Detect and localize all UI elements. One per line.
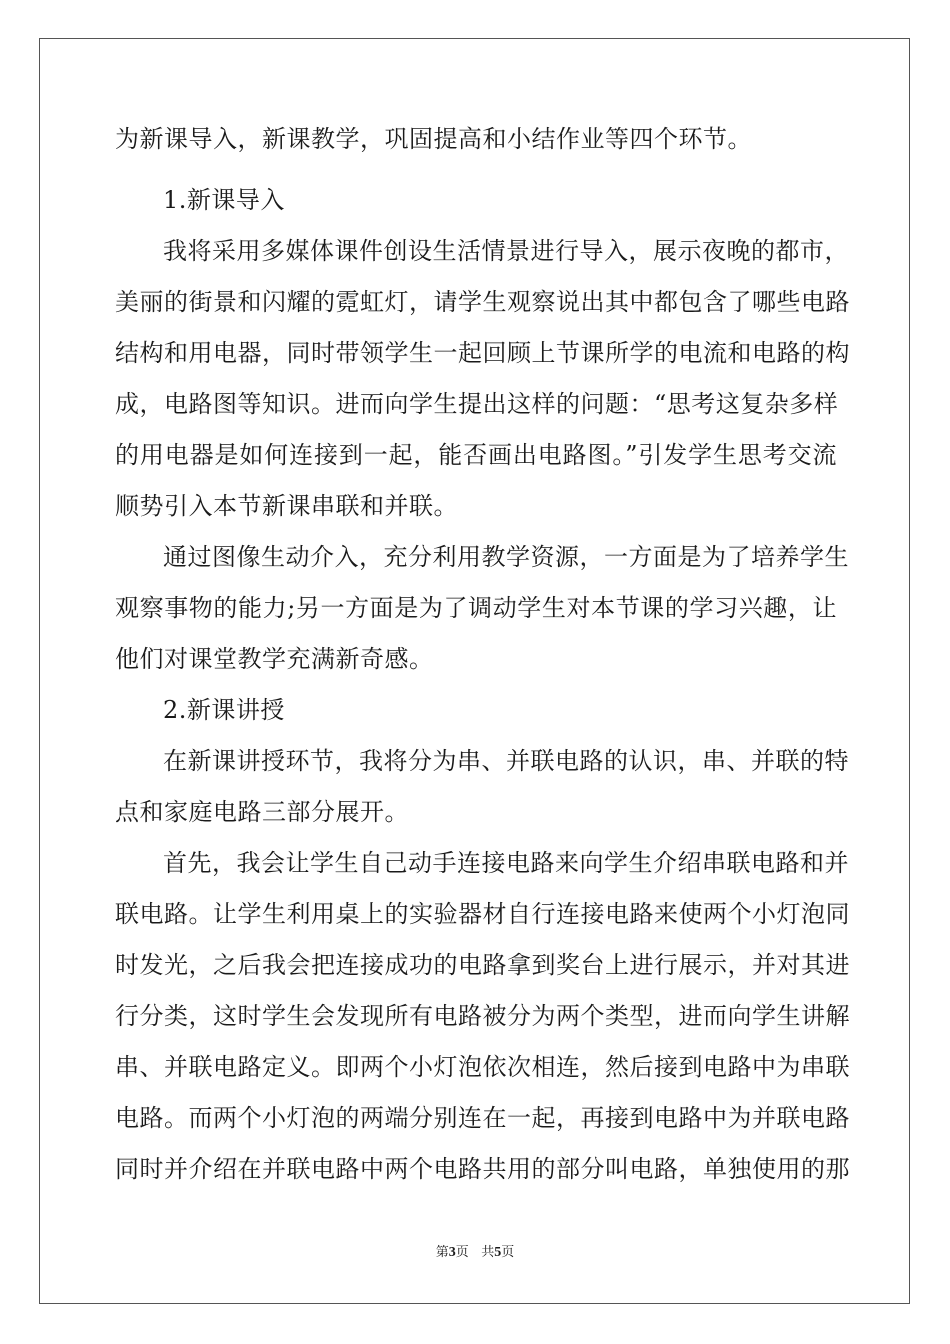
paragraph-line: 通过图像生动介入，充分利用教学资源，一方面是为了培养学生: [163, 543, 849, 571]
paragraph-line: 点和家庭电路三部分展开。: [115, 798, 409, 826]
paragraph-line: 观察事物的能力;另一方面是为了调动学生对本节课的学习兴趣，让: [115, 594, 837, 622]
paragraph-line: 结构和用电器，同时带领学生一起回顾上节课所学的电流和电路的构: [115, 339, 850, 367]
paragraph-line: 我将采用多媒体课件创设生活情景进行导入，展示夜晚的都市，: [163, 237, 849, 265]
section-heading: 2.新课讲授: [163, 696, 285, 724]
paragraph-line: 行分类，这时学生会发现所有电路被分为两个类型，进而向学生讲解: [115, 1002, 850, 1030]
total-page-number: 5: [494, 1245, 502, 1260]
total-prefix: 共: [481, 1245, 495, 1260]
paragraph-line: 时发光，之后我会把连接成功的电路拿到奖台上进行展示，并对其进: [115, 951, 850, 979]
current-page-number: 3: [448, 1245, 456, 1260]
page-footer: [0, 1244, 950, 1262]
paragraph-line: 的用电器是如何连接到一起，能否画出电路图。”引发学生思考交流: [115, 441, 837, 469]
paragraph-line: 顺势引入本节新课串联和并联。: [115, 492, 458, 520]
paragraph-line: 同时并介绍在并联电路中两个电路共用的部分叫电路，单独使用的那: [115, 1155, 850, 1183]
paragraph-line: 美丽的街景和闪耀的霓虹灯，请学生观察说出其中都包含了哪些电路: [115, 288, 850, 316]
section-heading: 1.新课导入: [163, 186, 285, 214]
paragraph-line: 电路。而两个小灯泡的两端分别连在一起，再接到电路中为并联电路: [115, 1104, 850, 1132]
paragraph-line: 他们对课堂教学充满新奇感。: [115, 645, 434, 673]
paragraph-line: 串、并联电路定义。即两个小灯泡依次相连，然后接到电路中为串联: [115, 1053, 850, 1081]
paragraph-line: 首先，我会让学生自己动手连接电路来向学生介绍串联电路和并: [163, 849, 849, 877]
paragraph-line: 联电路。让学生利用桌上的实验器材自行连接电路来使两个小灯泡同: [115, 900, 850, 928]
paragraph-line: 为新课导入，新课教学，巩固提高和小结作业等四个环节。: [115, 125, 752, 153]
total-suffix: 页: [501, 1245, 515, 1260]
page-suffix: 页: [455, 1245, 469, 1260]
paragraph-line: 成，电路图等知识。进而向学生提出这样的问题：“思考这复杂多样: [115, 390, 839, 418]
paragraph-line: 在新课讲授环节，我将分为串、并联电路的认识，串、并联的特: [163, 747, 849, 775]
page-prefix: 第: [435, 1245, 449, 1260]
